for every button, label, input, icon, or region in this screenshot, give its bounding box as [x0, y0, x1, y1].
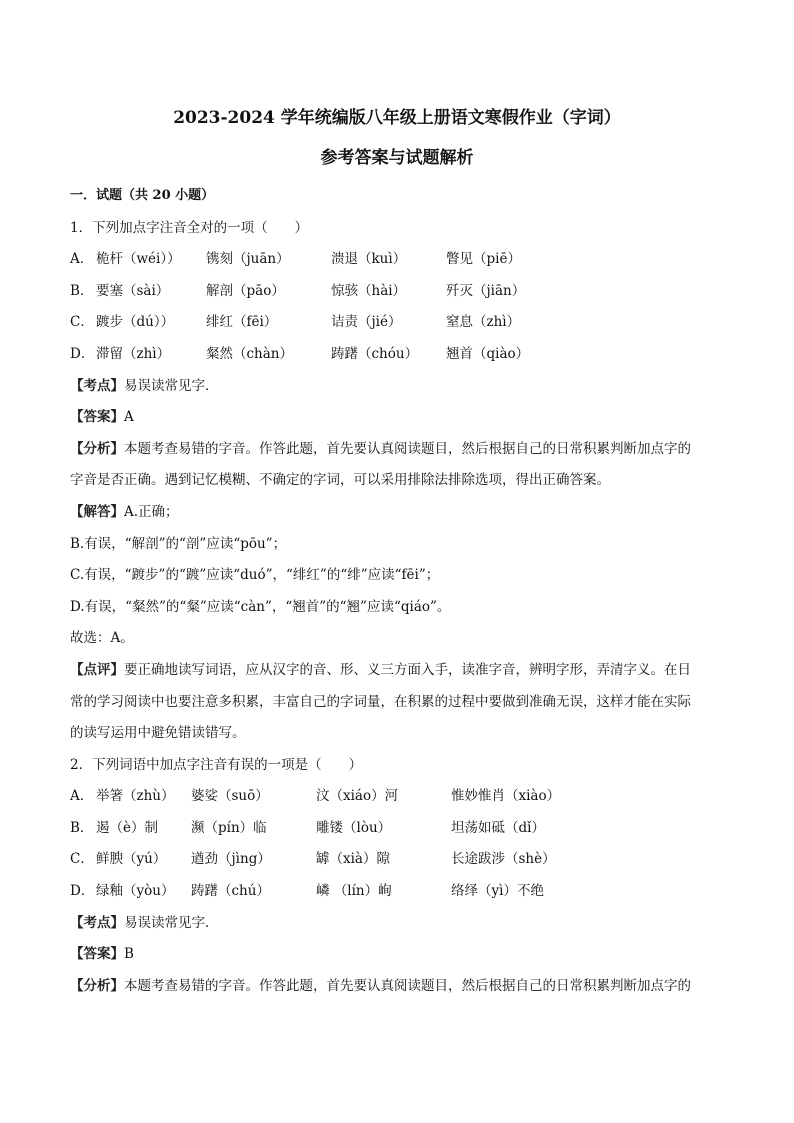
q2-kaodian	[70, 913, 724, 933]
answer-tag: 【答案】	[70, 946, 124, 963]
option-item: 长途跋涉（shè）	[451, 851, 556, 868]
option-item: 濒（pín）临	[191, 819, 267, 836]
q2-answer	[70, 944, 724, 964]
option-item: 踱步（dú））	[96, 314, 175, 331]
comment-tag: 【点评】	[70, 661, 124, 678]
solution-text-a: A.正确；	[124, 503, 179, 520]
option-item: 桅杆（wéi））	[96, 251, 181, 268]
q1-solution	[70, 502, 724, 522]
option-item: 翘首（qiào）	[446, 345, 530, 362]
option-item: 嶙 （lín）峋	[316, 883, 392, 900]
option-item: 要塞（sài）	[96, 282, 170, 299]
q1-solution-b: B.有误，“解剖”的“剖”应读“pōu”；	[70, 535, 287, 552]
option-item: 遏（è）制	[96, 819, 158, 836]
option-label: C．	[70, 314, 94, 331]
option-item: 粲然（chàn）	[206, 345, 293, 362]
page-title: 2023-2024 学年统编版八年级上册语文寒假作业（字词）	[173, 108, 621, 128]
q1-option-b	[70, 281, 724, 301]
option-label: D．	[70, 345, 95, 362]
q1-solution-d: D.有误，“粲然”的“粲”应读“càn”，“翘首”的“翘”应读“qiáo”。	[70, 598, 451, 615]
q1-analysis	[70, 439, 724, 459]
option-item: 坦荡如砥（dǐ）	[451, 819, 545, 836]
option-item: 滞留（zhì）	[96, 345, 171, 362]
option-item: 婆娑（suō）	[191, 788, 269, 805]
option-item: 汶（xiáo）河	[316, 788, 399, 805]
question-1-stem: 1．下列加点字注音全对的一项（ ）	[70, 219, 309, 236]
q1-option-d	[70, 344, 724, 364]
answer-text: A	[124, 409, 134, 426]
option-label: A．	[70, 788, 94, 805]
q1-solution-c: C.有误，“踱步”的“踱”应读“duó”，“绯红”的“绯”应读“fēi”；	[70, 567, 440, 584]
option-item: 诘责（jié）	[331, 314, 402, 331]
option-item: 窒息（zhì）	[446, 314, 521, 331]
q1-analysis-cont: 字音是否正确。遇到记忆模糊、不确定的字词，可以采用排除法排除选项，得出正确答案。	[70, 472, 610, 489]
kaodian-text: 易误读常见字．	[124, 914, 219, 931]
kaodian-tag: 【考点】	[70, 914, 124, 931]
option-item: 鲜腴（yú）	[96, 851, 167, 868]
section-heading: 一．试题（共 20 小题）	[70, 188, 215, 203]
option-item: 解剖（pāo）	[206, 282, 285, 299]
question-2-stem: 2．下列词语中加点字注音有误的一项是（ ）	[70, 756, 363, 773]
q1-option-c	[70, 312, 724, 332]
answer-tag: 【答案】	[70, 409, 124, 426]
analysis-text: 本题考查易错的字音。作答此题，首先要认真阅读题目，然后根据自己的日常积累判断加点字的	[124, 440, 691, 457]
option-item: 溃退（kuì）	[331, 251, 407, 268]
option-label: B．	[70, 819, 94, 836]
option-item: 惊骇（hài）	[331, 282, 407, 299]
option-item: 踌躇（chóu）	[331, 345, 419, 362]
option-item: 歼灭（jiān）	[446, 282, 526, 299]
analysis-tag: 【分析】	[70, 977, 124, 994]
analysis-text: 本题考查易错的字音。作答此题，首先要认真阅读题目，然后根据自己的日常积累判断加点字的	[124, 977, 691, 994]
option-label: A．	[70, 251, 94, 268]
option-item: 绯红（fēi）	[206, 314, 278, 331]
q1-answer	[70, 407, 724, 427]
option-item: 雕镂（lòu）	[316, 819, 392, 836]
q1-kaodian	[70, 376, 724, 396]
option-label: D．	[70, 883, 95, 900]
option-item: 罅（xià）隙	[316, 851, 390, 868]
q1-comment-cont-1: 常的学习阅读中也要注意多积累，丰富自己的字词量，在积累的过程中要做到准确无误，这样才能在实际	[70, 693, 691, 710]
q2-option-c	[70, 849, 724, 869]
kaodian-tag: 【考点】	[70, 377, 124, 394]
option-label: C．	[70, 851, 94, 868]
q2-analysis	[70, 976, 724, 996]
option-item: 绿釉（yòu）	[96, 883, 175, 900]
q1-choice: 故选：A。	[70, 630, 134, 647]
option-item: 遒劲（jìng）	[191, 851, 271, 868]
q1-comment	[70, 660, 724, 680]
page-subtitle: 参考答案与试题解析	[320, 148, 474, 168]
option-item: 踌躇（chú）	[191, 883, 270, 900]
option-label: B．	[70, 282, 94, 299]
solution-tag: 【解答】	[70, 503, 124, 520]
q2-option-d	[70, 881, 724, 901]
analysis-tag: 【分析】	[70, 440, 124, 457]
option-item: 惟妙惟肖（xiào）	[451, 788, 561, 805]
option-item: 瞥见（piē）	[446, 251, 521, 268]
kaodian-text: 易误读常见字．	[124, 377, 219, 394]
option-item: 举箸（zhù）	[96, 788, 175, 805]
comment-text: 要正确地读写词语，应从汉字的音、形、义三方面入手，读准字音，辨明字形，弄清字义。在日	[124, 661, 691, 678]
q1-option-a	[70, 249, 724, 269]
option-item: 络绎（yì）不绝	[451, 883, 544, 900]
q2-option-b	[70, 818, 724, 838]
q1-comment-cont-2: 的读写运用中避免错读错写。	[70, 725, 246, 742]
option-item: 镌刻（juān）	[206, 251, 290, 268]
answer-text: B	[124, 946, 134, 963]
q2-option-a	[70, 786, 724, 806]
